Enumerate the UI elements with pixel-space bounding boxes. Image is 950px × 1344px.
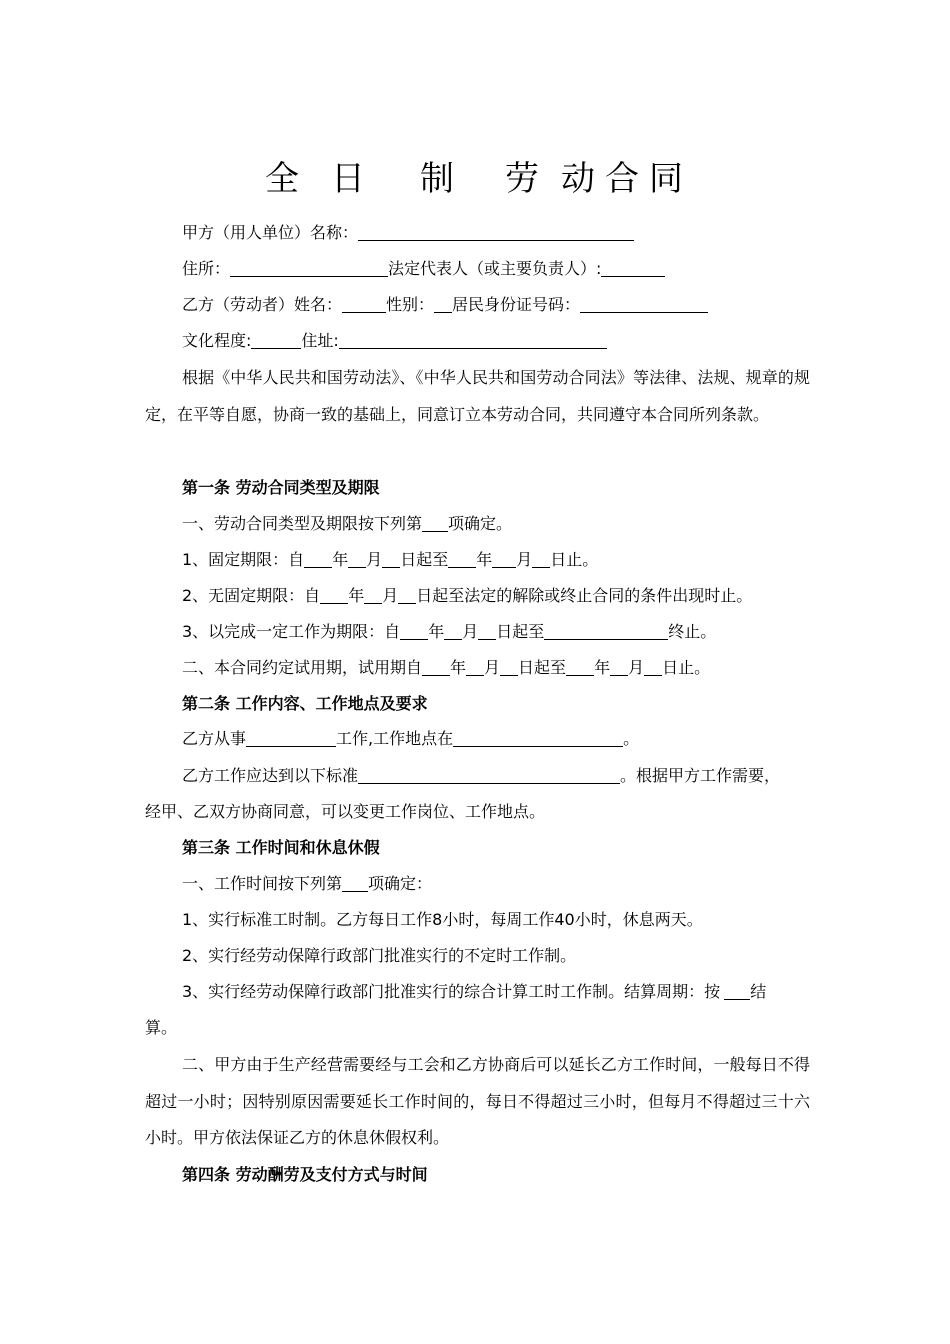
text: 年 [428, 622, 445, 641]
article3-item2: 二、甲方由于生产经营需要经与工会和乙方协商后可以延长乙方工作时间，一般每日不得超过一小时；因特别原因需要延长工作时间的，每日不得超过三小时，但每月不得超过三十六小时。甲方依法保证乙方的休息休假权利。 [145, 1055, 810, 1147]
text: 工作,工作地点在 [336, 729, 454, 748]
article2-title: 第二条 工作内容、工作地点及要求 [182, 694, 428, 713]
text: 1、固定期限：自 [182, 550, 305, 569]
month-blank [348, 550, 366, 568]
party-b-name-blank [342, 295, 386, 313]
text: 日起至 [496, 622, 545, 641]
day-blank [532, 550, 550, 568]
article1-item1 [145, 506, 810, 543]
article3-opt3 [145, 974, 810, 1011]
text: 项确定。 [448, 514, 513, 533]
article3-title: 第三条 工作时间和休息休假 [182, 838, 380, 857]
text: 月 [382, 586, 399, 605]
label: 居民身份证号码： [452, 295, 581, 314]
job-blank [246, 729, 336, 747]
day-blank [500, 658, 518, 676]
title-char: 动 [561, 159, 595, 199]
title-char: 日 [331, 159, 365, 199]
label: 性别： [386, 295, 435, 314]
text: 年 [332, 550, 349, 569]
location-blank [453, 729, 623, 747]
label: 乙方（劳动者）姓名： [182, 295, 343, 314]
text: 月 [484, 658, 501, 677]
article2-line2 [145, 758, 810, 795]
address-line [145, 251, 810, 288]
month-blank [364, 586, 382, 604]
year-blank [320, 586, 348, 604]
day-blank [644, 658, 662, 676]
title-char: 合 [605, 159, 639, 199]
text: 年 [594, 658, 611, 677]
legal-rep-blank [601, 259, 665, 277]
education-line [145, 323, 810, 360]
year-blank [566, 658, 594, 676]
contract-title [0, 156, 950, 202]
year-blank [304, 550, 332, 568]
article3-item1 [145, 866, 810, 903]
article4-title: 第四条 劳动酬劳及支付方式与时间 [182, 1165, 428, 1184]
text: 3、以完成一定工作为期限：自 [182, 622, 401, 641]
party-b-line [145, 287, 810, 324]
party-a-name-blank [358, 223, 634, 241]
choice-blank [342, 874, 368, 892]
article3-opt1: 1、实行标准工时制。乙方每日工作8小时，每周工作40小时，休息两天。 [182, 910, 703, 929]
day-blank [382, 550, 400, 568]
party-a-name-line [145, 215, 810, 252]
label: 文化程度: [182, 331, 252, 350]
text: 年 [476, 550, 493, 569]
residence-blank [339, 331, 607, 349]
year-blank [448, 550, 476, 568]
article1-open-term [145, 578, 810, 615]
month-blank [492, 550, 516, 568]
month-blank [444, 622, 462, 640]
day-blank [478, 622, 496, 640]
education-blank [251, 331, 301, 349]
article3-opt3-continued: 算。 [145, 1018, 178, 1037]
text: 年 [348, 586, 365, 605]
article1-task-term [145, 614, 810, 651]
text: 日止。 [550, 550, 599, 569]
title-char: 制 [420, 159, 454, 199]
title-char: 全 [265, 159, 299, 199]
text: 二、本合同约定试用期，试用期自 [182, 658, 423, 677]
article2-line1 [145, 721, 810, 758]
period-blank [724, 982, 750, 1000]
text: 。 [623, 729, 640, 748]
text: 乙方从事 [182, 729, 247, 748]
label: 甲方（用人单位）名称： [182, 223, 359, 242]
text: 3、实行经劳动保障行政部门批准实行的综合计算工时工作制。结算周期：按 [182, 982, 721, 1001]
text: 日起至 [400, 550, 449, 569]
label: 法定代表人（或主要负责人）: [388, 259, 602, 278]
text: 。根据甲方工作需要， [620, 766, 781, 785]
id-blank [580, 295, 708, 313]
text: 年 [450, 658, 467, 677]
text: 月 [462, 622, 479, 641]
month-blank [466, 658, 484, 676]
label: 住所： [182, 259, 231, 278]
choice-blank [422, 514, 448, 532]
year-blank [422, 658, 450, 676]
article2-line3: 经甲、乙双方协商同意，可以变更工作岗位、工作地点。 [145, 802, 546, 821]
article3-opt2: 2、实行经劳动保障行政部门批准实行的不定时工作制。 [182, 946, 577, 965]
text: 月 [516, 550, 533, 569]
text: 项确定： [368, 874, 433, 893]
title-char: 同 [649, 159, 683, 199]
address-blank [230, 259, 388, 277]
text: 2、无固定期限：自 [182, 586, 321, 605]
standard-blank [358, 766, 620, 784]
text: 月 [366, 550, 383, 569]
text: 日起至 [518, 658, 567, 677]
gender-blank [434, 295, 452, 313]
preamble-paragraph: 根据《中华人民共和国劳动法》、《中华人民共和国劳动合同法》等法律、法规、规章的规定，在平等自愿，协商一致的基础上，同意订立本劳动合同，共同遵守本合同所列条款。 [145, 368, 810, 424]
text: 日止。 [662, 658, 711, 677]
text: 日起至法定的解除或终止合同的条件出现时止。 [416, 586, 753, 605]
year-blank [400, 622, 428, 640]
title-char: 劳 [505, 159, 539, 199]
text: 月 [628, 658, 645, 677]
text: 一、工作时间按下列第 [182, 874, 343, 893]
day-blank [398, 586, 416, 604]
label: 住址: [301, 331, 339, 350]
article1-fixed-term [145, 542, 810, 579]
text: 乙方工作应达到以下标准 [182, 766, 359, 785]
text: 终止。 [668, 622, 717, 641]
task-blank [544, 622, 668, 640]
text: 结 [750, 982, 767, 1001]
text: 一、劳动合同类型及期限按下列第 [182, 514, 423, 533]
article1-title: 第一条 劳动合同类型及期限 [182, 478, 380, 497]
month-blank [610, 658, 628, 676]
article1-probation [145, 650, 810, 687]
